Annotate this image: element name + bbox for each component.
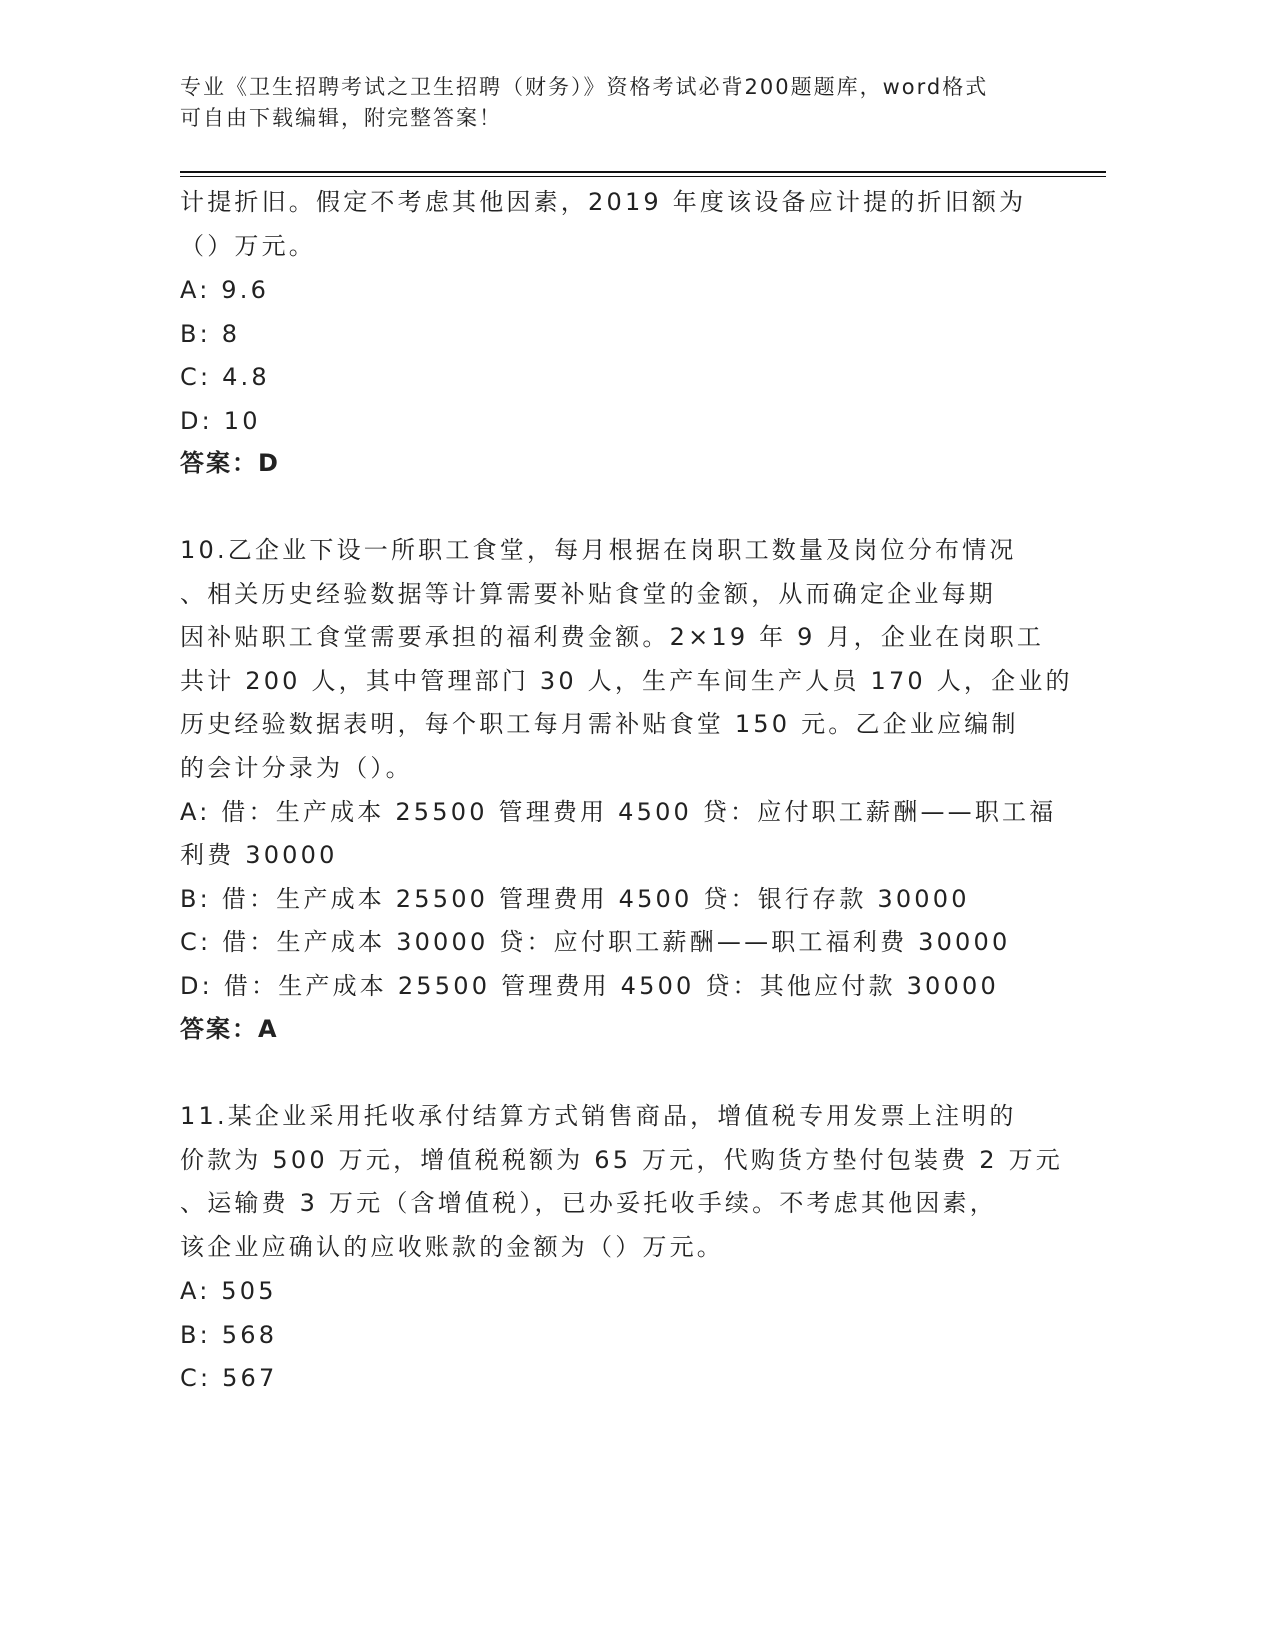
option-c: C: 4.8 — [180, 363, 270, 391]
option-a-cont: 利费 30000 — [180, 841, 338, 869]
question-text: 因补贴职工食堂需要承担的福利费金额。2×19 年 9 月，企业在岗职工 — [180, 623, 1045, 651]
question-text: 、运输费 3 万元（含增值税），已办妥托收手续。不考虑其他因素， — [180, 1189, 997, 1217]
answer: 答案：D — [180, 449, 280, 477]
option-a: A: 9.6 — [180, 276, 270, 304]
header-divider — [180, 171, 1106, 173]
option-c: C: 567 — [180, 1364, 278, 1392]
header-line: 可自由下载编辑，附完整答案！ — [180, 106, 502, 130]
option-a: A: 505 — [180, 1277, 277, 1305]
option-b: B: 借：生产成本 25500 管理费用 4500 贷：银行存款 30000 — [180, 885, 970, 913]
header-divider — [180, 176, 1106, 177]
question-text: 历史经验数据表明，每个职工每月需补贴食堂 150 元。乙企业应编制 — [180, 710, 1019, 738]
question-text: 11.某企业采用托收承付结算方式销售商品，增值税专用发票上注明的 — [180, 1102, 1017, 1130]
option-d: D: 借：生产成本 25500 管理费用 4500 贷：其他应付款 30000 — [180, 972, 999, 1000]
option-b: B: 8 — [180, 320, 241, 348]
option-c: C: 借：生产成本 30000 贷：应付职工薪酬——职工福利费 30000 — [180, 928, 1011, 956]
question-text: 的会计分录为（）。 — [180, 754, 413, 782]
question-text: （）万元。 — [180, 232, 316, 260]
question-text: 10.乙企业下设一所职工食堂，每月根据在岗职工数量及岗位分布情况 — [180, 536, 1017, 564]
question-text: 、相关历史经验数据等计算需要补贴食堂的金额，从而确定企业每期 — [180, 580, 996, 608]
header-line: 专业《卫生招聘考试之卫生招聘（财务）》资格考试必背200题题库，word格式 — [180, 75, 989, 99]
answer: 答案：A — [180, 1015, 279, 1043]
question-text: 计提折旧。假定不考虑其他因素，2019 年度该设备应计提的折旧额为 — [180, 188, 1027, 216]
option-d: D: 10 — [180, 407, 261, 435]
option-a: A: 借：生产成本 25500 管理费用 4500 贷：应付职工薪酬——职工福 — [180, 798, 1057, 826]
question-text: 价款为 500 万元，增值税税额为 65 万元，代购货方垫付包装费 2 万元 — [180, 1146, 1063, 1174]
question-text: 该企业应确认的应收账款的金额为（）万元。 — [180, 1233, 724, 1261]
option-b: B: 568 — [180, 1321, 278, 1349]
question-text: 共计 200 人，其中管理部门 30 人，生产车间生产人员 170 人，企业的 — [180, 667, 1073, 695]
